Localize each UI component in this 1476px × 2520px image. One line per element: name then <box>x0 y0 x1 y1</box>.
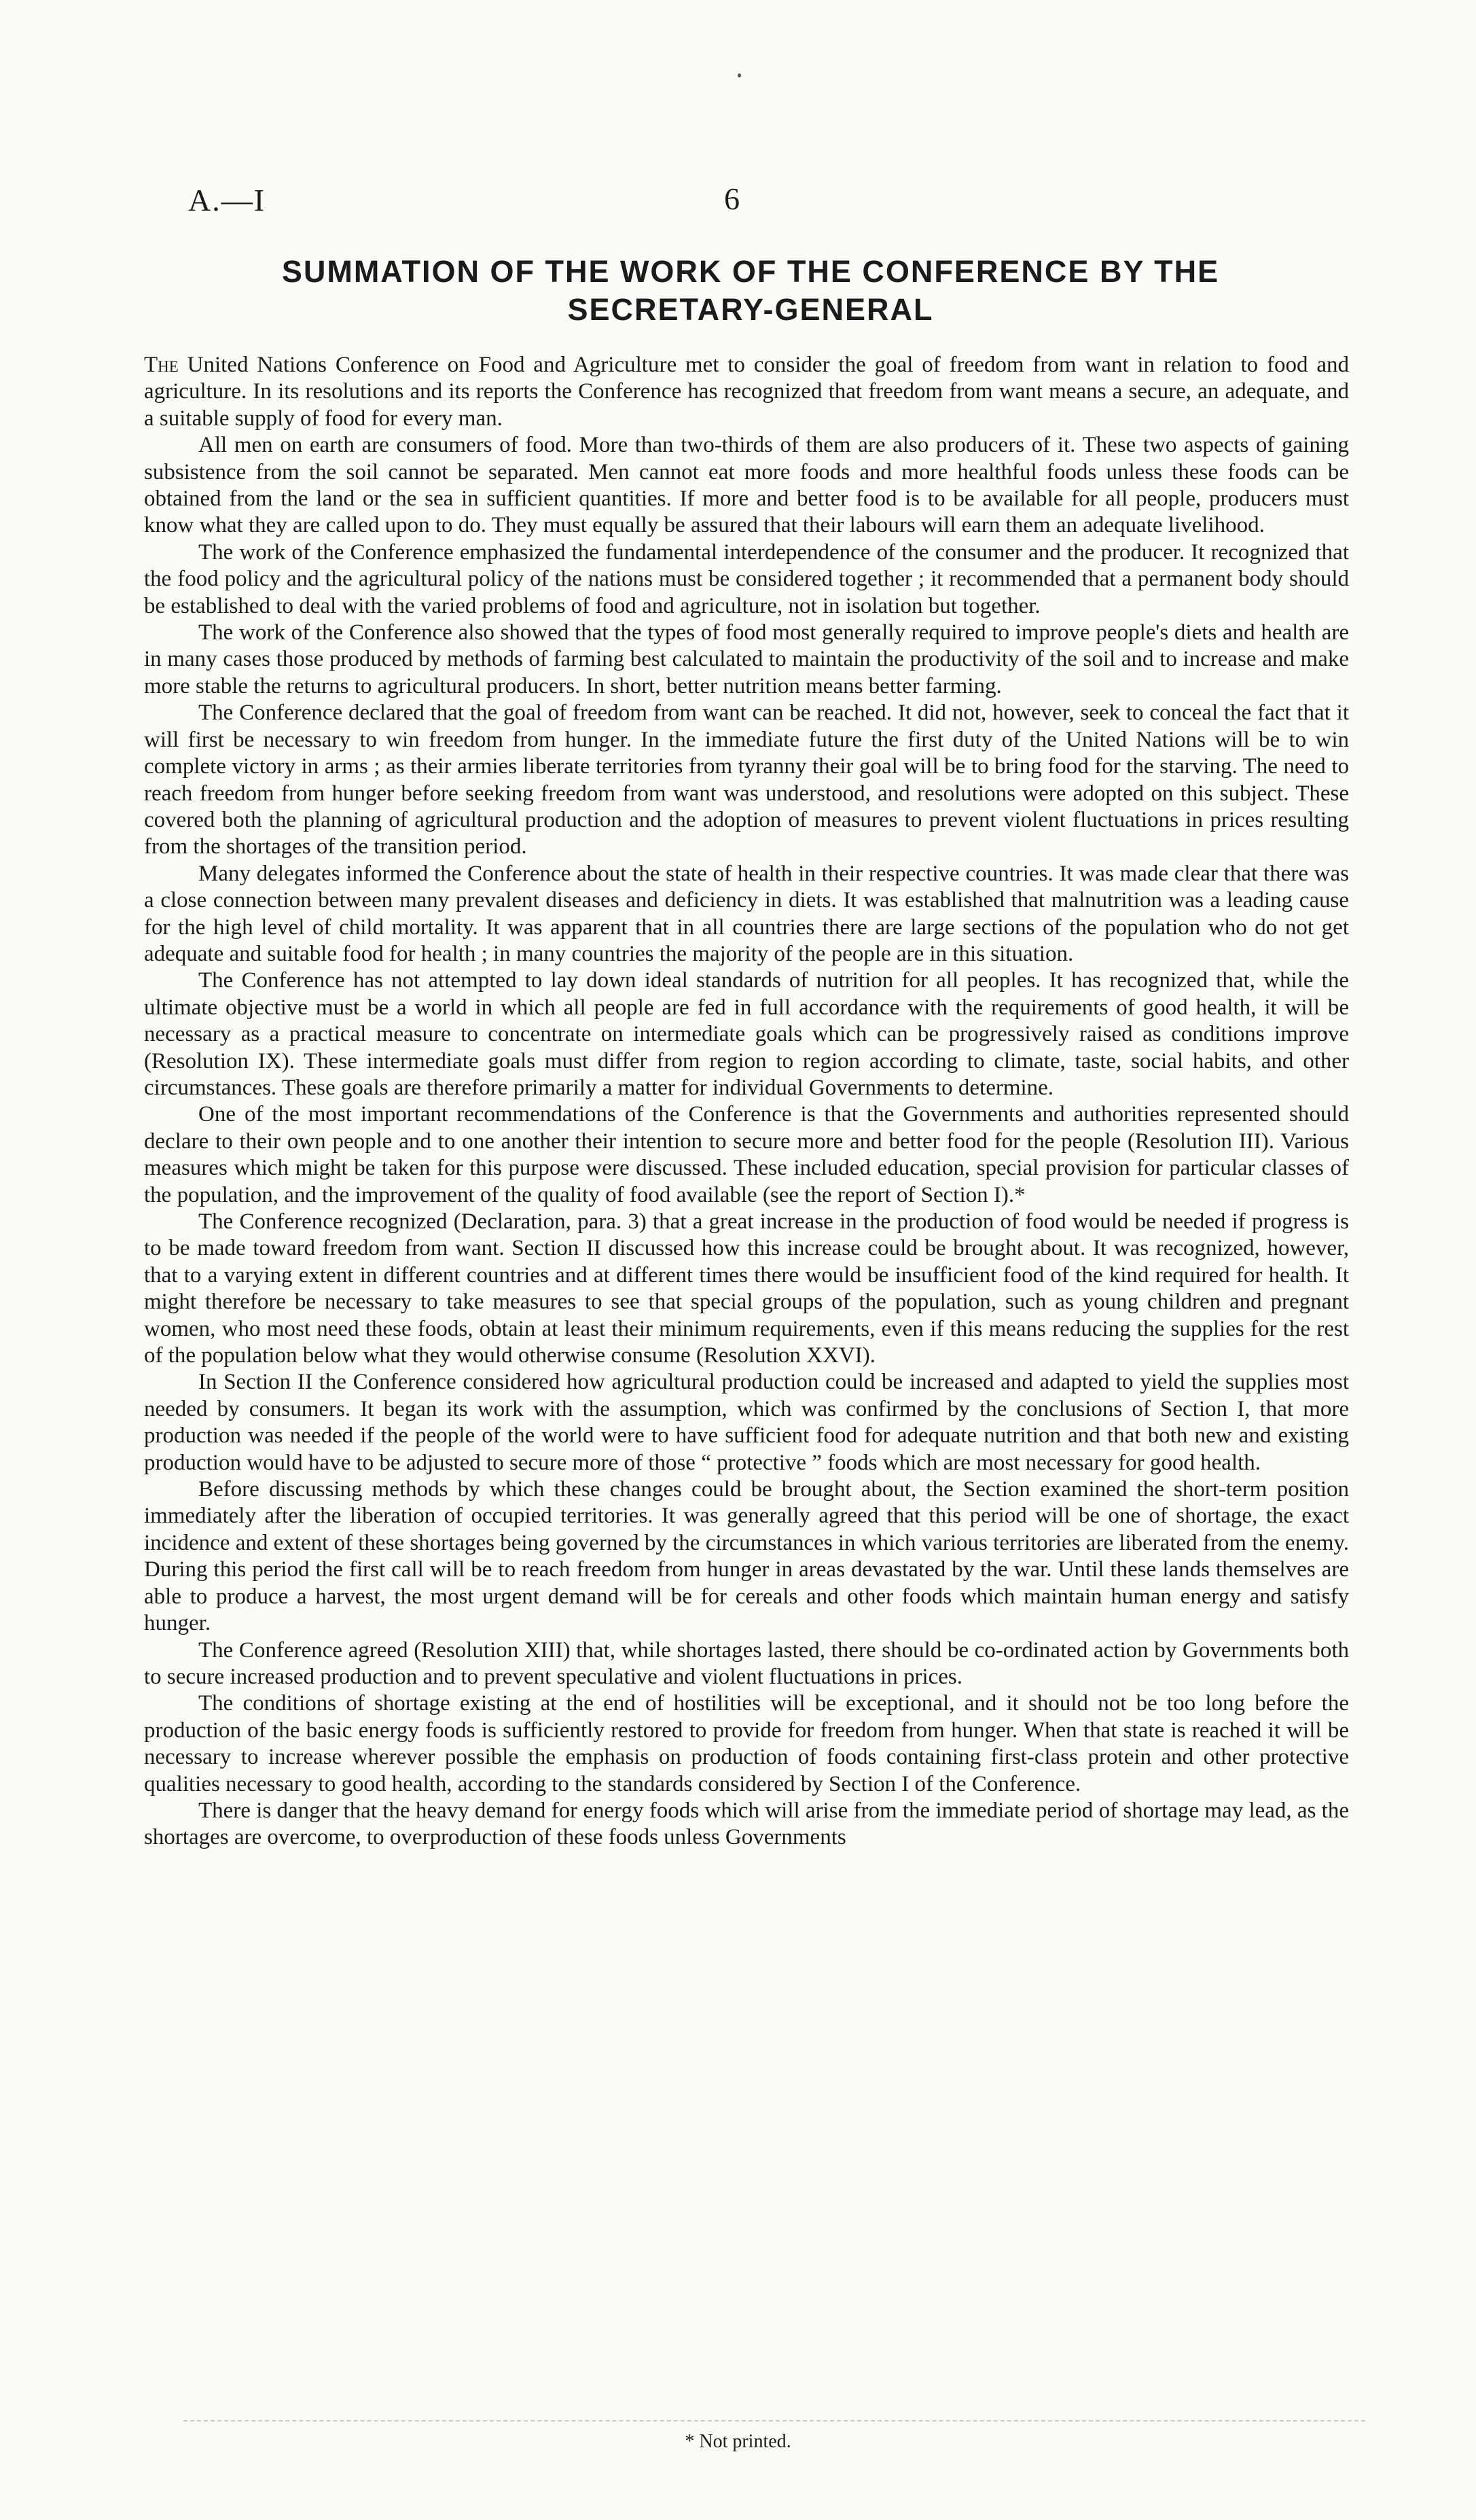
paragraph-13: The conditions of shortage existing at the end of hostilities will be exceptional, and it should not be too long before the production of the basic energy foods is sufficiently restored to provide for freedom from hunger. When that state is reached it will be necessary to increase wherever possible the emphasis on production of foods containing first-class protein and other protective qualities necessary to good health, according to the standards considered by Section I of the Conference. <box>144 1691 1349 1796</box>
paragraph-7: The Conference has not attempted to lay down ideal standards of nutrition for all peoples. It has recognized that, while the ultimate objective must be a world in which all people are fed in full accordance with the requirements of good health, it will be necessary as a practical measure to concentrate on intermediate goals which can be progressively raised as conditions improve (Resolution IX). These intermediate goals must differ from region to region according to climate, taste, social habits, and other circumstances. These goals are therefore primarily a matter for individual Governments to determine. <box>144 968 1349 1100</box>
paragraph-8: One of the most important recommendations of the Conference is that the Governments and authorities represented should declare to their own people and to one another their intention to secure more and better food for the people (Resolution III). Various measures which might be taken for this purpose were discussed. These included education, special provision for particular classes of the population, and the improvement of the quality of food available (see the report of Section I).* <box>144 1102 1349 1207</box>
paragraph-4: The work of the Conference also showed that the types of food most generally required to improve people's diets and health are in many cases those produced by methods of farming best calculated to maintain the productivity of the soil and to increase and make more stable the returns to agricultural producers. In short, better nutrition means better farming. <box>144 620 1349 698</box>
footnote-rule <box>183 2420 1365 2421</box>
scan-speck <box>738 73 741 77</box>
paragraph-6: Many delegates informed the Conference about the state of health in their respective countries. It was made clear that there was a close connection between many prevalent diseases and deficiency in diets. It was established that malnutrition was a leading cause for the high level of child mortality. It was apparent that in all countries there are large sections of the population who do not get adequate and suitable food for health ; in many countries the majority of the people are in this situation. <box>144 861 1349 966</box>
title-line-2: SECRETARY-GENERAL <box>567 292 934 327</box>
paragraph-5: The Conference declared that the goal of freedom from want can be reached. It did not, however, seek to conceal the fact that it will first be necessary to win freedom from hunger. In the immediate future the first duty of the United Nations will be to win complete victory in arms ; as their armies liberate territories from tyranny their goal will be to bring food for the starving. The need to reach freedom from hunger before seeking freedom from want was understood, and resolutions were adopted on this subject. These covered both the planning of agricultural production and the adoption of measures to prevent violent fluctuations in prices resulting from the shortages of the transition period. <box>144 700 1349 859</box>
paragraph-2: All men on earth are consumers of food. More than two-thirds of them are also producers of it. These two aspects of gaining subsistence from the soil cannot be separated. Men cannot eat more foods and more healthful foods unless these foods can be obtained from the land or the sea in sufficient quantities. If more and better food is to be available for all people, producers must know what they are called upon to do. They must equally be assured that their labours will earn them an adequate livelihood. <box>144 433 1349 538</box>
page-number: 6 <box>724 181 740 216</box>
opening-word: The <box>144 353 179 377</box>
paragraph-12: The Conference agreed (Resolution XIII) that, while shortages lasted, there should be co-ordinated action by Governments both to secure increased production and to prevent speculative and violent fluctuations in prices. <box>144 1637 1349 1689</box>
page-title <box>204 253 1297 329</box>
body-text <box>144 352 1349 1851</box>
paragraph-10: In Section II the Conference considered how agricultural production could be increased and adapted to yield the supplies most needed by consumers. It began its work with the assumption, which was confirmed by the conclusions of Section I, that more production was needed if the people of the world were to have sufficient food for adequate nutrition and that both new and existing production would have to be adjusted to secure more of those “ protective ” foods which are most necessary for good health. <box>144 1370 1349 1475</box>
paragraph-9: The Conference recognized (Declaration, para. 3) that a great increase in the production of food would be needed if progress is to be made toward freedom from want. Section II discussed how this increase could be brought about. It was recognized, however, that to a varying extent in different countries and at different times there would be insufficient food of the kind required for health. It might therefore be necessary to take measures to see that special groups of the population, such as young children and pregnant women, who most need these foods, obtain at least their minimum requirements, even if this means reducing the supplies for the rest of the population below what they would otherwise consume (Resolution XXVI). <box>144 1209 1349 1368</box>
paragraph-11: Before discussing methods by which these changes could be brought about, the Section examined the short-term position immediately after the liberation of occupied territories. It was generally agreed that this period will be one of shortage, the exact incidence and extent of these shortages being governed by the circumstances in which various territories are liberated from the enemy. During this period the first call will be to reach freedom from hunger in areas devastated by the war. Until these lands themselves are able to produce a harvest, the most urgent demand will be for cereals and other foods which maintain human energy and satisfy hunger. <box>144 1477 1349 1636</box>
paragraph-1-text: United Nations Conference on Food and Agriculture met to consider the goal of freedom from want in relation to food and agriculture. In its resolutions and its reports the Conference has recognized that freedom from want means a secure, an adequate, and a suitable supply of food for every man. <box>144 353 1349 431</box>
page-reference: A.—I <box>188 183 266 217</box>
footnote: * Not printed. <box>685 2431 791 2452</box>
title-line-1: SUMMATION OF THE WORK OF THE CONFERENCE BY THE <box>281 254 1220 289</box>
paragraph-14: There is danger that the heavy demand for energy foods which will arise from the immediate period of shortage may lead, as the shortages are overcome, to overproduction of these foods unless Governments <box>144 1798 1349 1850</box>
paragraph-3: The work of the Conference emphasized the fundamental interdependence of the consumer and the producer. It recognized that the food policy and the agricultural policy of the nations must be considered together ; it recommended that a permanent body should be established to deal with the varied problems of food and agriculture, not in isolation but together. <box>144 539 1349 618</box>
paragraph-1 <box>144 352 1349 432</box>
